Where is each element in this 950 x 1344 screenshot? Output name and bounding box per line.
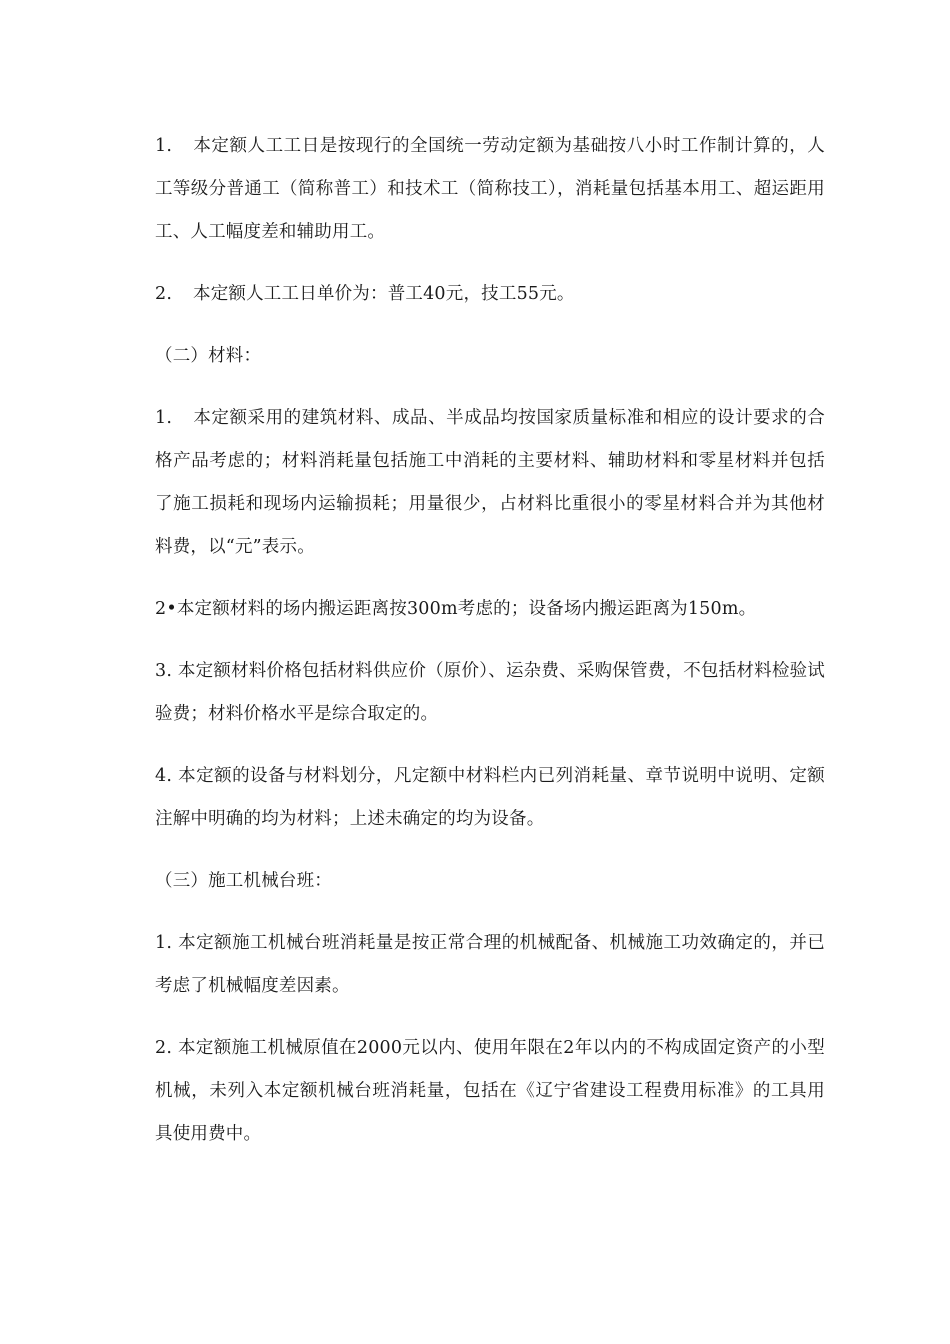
paragraph-number: 1. xyxy=(155,136,173,156)
paragraph-labor-2 xyxy=(155,273,825,316)
paragraph-materials-4 xyxy=(155,755,825,841)
paragraph-materials-2 xyxy=(155,588,825,631)
paragraph-text: 1. 本定额施工机械台班消耗量是按正常合理的机械配备、机械施工功效确定的，并已考虑了机械幅度差因素。 xyxy=(155,933,825,996)
paragraph-labor-1 xyxy=(155,125,825,254)
paragraph-text: 2. 本定额施工机械原值在2000元以内、使用年限在2年以内的不构成固定资产的小型机械，未列入本定额机械台班消耗量，包括在《辽宁省建设工程费用标准》的工具用具使用费中。 xyxy=(155,1038,825,1144)
paragraph-text: 2•本定额材料的场内搬运距离按300m考虑的；设备场内搬运距离为150m。 xyxy=(155,599,757,619)
paragraph-materials-1 xyxy=(155,397,825,569)
section-heading-materials xyxy=(155,335,825,378)
paragraph-number: 2. xyxy=(155,284,173,304)
paragraph-number: 1. xyxy=(155,408,173,428)
paragraph-text: 本定额人工工日单价为：普工40元，技工55元。 xyxy=(193,284,575,304)
heading-text: （三）施工机械台班： xyxy=(155,871,332,891)
paragraph-text: 3. 本定额材料价格包括材料供应价（原价）、运杂费、采购保管费，不包括材料检验试验费；材料价格水平是综合取定的。 xyxy=(155,661,825,724)
paragraph-text: 本定额采用的建筑材料、成品、半成品均按国家质量标准和相应的设计要求的合格产品考虑的；材料消耗量包括施工中消耗的主要材料、辅助材料和零星材料并包括了施工损耗和现场内运输损耗；用量很少，占材料比重很小的零星材料合并为其他材料费，以“元”表示。 xyxy=(155,408,825,557)
paragraph-machinery-2 xyxy=(155,1027,825,1156)
document-body xyxy=(155,125,825,1175)
section-heading-machinery xyxy=(155,860,825,903)
paragraph-machinery-1 xyxy=(155,922,825,1008)
paragraph-text: 本定额人工工日是按现行的全国统一劳动定额为基础按八小时工作制计算的，人工等级分普通工（简称普工）和技术工（简称技工），消耗量包括基本用工、超运距用工、人工幅度差和辅助用工。 xyxy=(155,136,825,242)
paragraph-materials-3 xyxy=(155,650,825,736)
paragraph-text: 4. 本定额的设备与材料划分，凡定额中材料栏内已列消耗量、章节说明中说明、定额注解中明确的均为材料；上述未确定的均为设备。 xyxy=(155,766,825,829)
heading-text: （二）材料： xyxy=(155,346,262,366)
